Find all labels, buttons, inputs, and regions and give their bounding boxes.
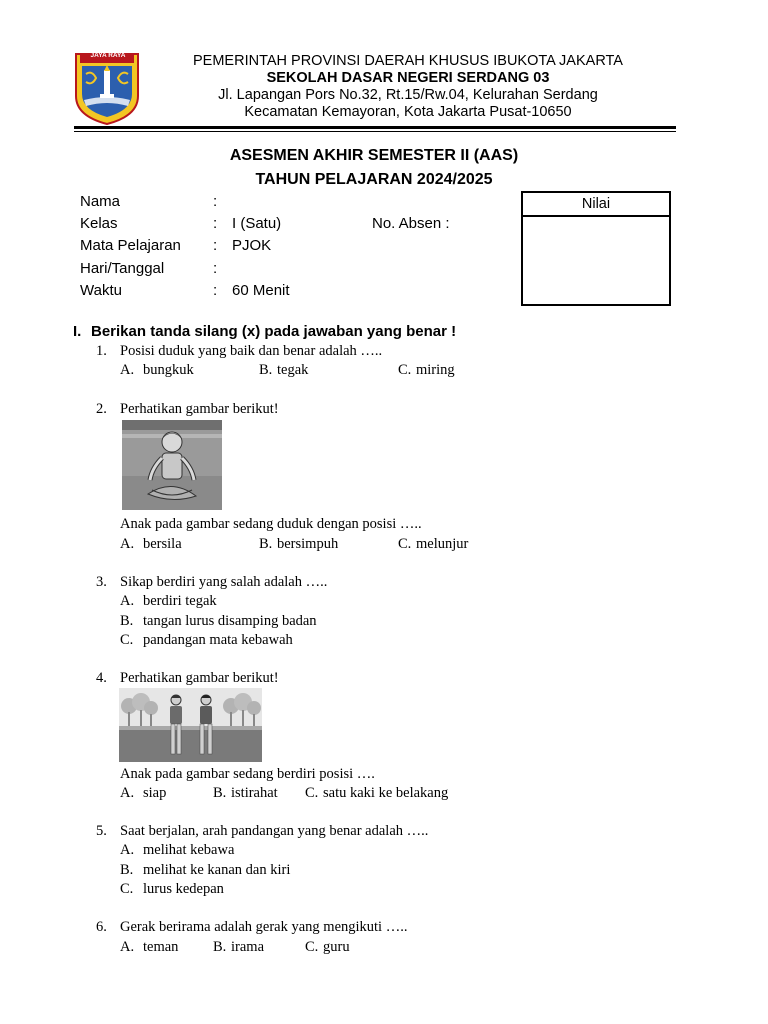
kop-school-name: SEKOLAH DASAR NEGERI SERDANG 03 bbox=[266, 70, 550, 86]
option-text: tegak bbox=[277, 362, 309, 378]
option-text: satu kaki ke belakang bbox=[323, 785, 449, 801]
option-letter: B. bbox=[259, 536, 273, 552]
absen-label: No. Absen : bbox=[372, 215, 450, 232]
section-number: I. bbox=[73, 323, 82, 340]
question-number: 3. bbox=[96, 574, 107, 590]
option-text: istirahat bbox=[231, 785, 278, 801]
exam-title: ASESMEN AKHIR SEMESTER II (AAS) bbox=[229, 147, 519, 164]
option-letter: B. bbox=[120, 613, 134, 629]
option-text: bungkuk bbox=[143, 362, 194, 378]
mapel-label: Mata Pelajaran bbox=[80, 237, 181, 254]
option-letter: A. bbox=[120, 785, 135, 801]
option-letter: C. bbox=[398, 536, 412, 552]
waktu-value: 60 Menit bbox=[232, 282, 290, 299]
option-text: miring bbox=[416, 362, 455, 378]
option-letter: A. bbox=[120, 362, 135, 378]
standing-children-image bbox=[119, 688, 262, 762]
question-number: 2. bbox=[96, 401, 107, 417]
option-letter: B. bbox=[213, 939, 227, 955]
question-text: Sikap berdiri yang salah adalah ….. bbox=[120, 574, 328, 590]
option-letter: C. bbox=[398, 362, 412, 378]
question-number: 6. bbox=[96, 919, 107, 935]
option-text: bersila bbox=[143, 536, 182, 552]
question-number: 5. bbox=[96, 823, 107, 839]
option-text: berdiri tegak bbox=[143, 593, 217, 609]
mapel-value: PJOK bbox=[232, 237, 272, 254]
option-text: guru bbox=[323, 939, 350, 955]
option-letter: A. bbox=[120, 593, 135, 609]
option-text: lurus kedepan bbox=[143, 881, 224, 897]
logo-banner-text: JAYA RAYA bbox=[90, 52, 126, 59]
option-text: tangan lurus disamping badan bbox=[143, 613, 317, 629]
waktu-label: Waktu bbox=[80, 282, 122, 299]
hari-colon: : bbox=[213, 260, 218, 277]
question-text: Posisi duduk yang baik dan benar adalah ….. bbox=[120, 343, 383, 359]
question-caption: Anak pada gambar sedang duduk dengan posisi ….. bbox=[120, 516, 422, 532]
question-number: 4. bbox=[96, 670, 107, 686]
exam-year: TAHUN PELAJARAN 2024/2025 bbox=[255, 171, 493, 188]
option-letter: A. bbox=[120, 939, 135, 955]
question-text: Perhatikan gambar berikut! bbox=[120, 670, 279, 686]
nilai-label: Nilai bbox=[523, 193, 669, 217]
option-text: teman bbox=[143, 939, 179, 955]
question-number: 1. bbox=[96, 343, 107, 359]
kelas-value: I (Satu) bbox=[232, 215, 282, 232]
kop-district: Kecamatan Kemayoran, Kota Jakarta Pusat-10650 bbox=[244, 104, 572, 120]
option-letter: A. bbox=[120, 536, 135, 552]
header-rule-thick bbox=[74, 126, 676, 129]
option-text: irama bbox=[231, 939, 265, 955]
nama-colon: : bbox=[213, 193, 218, 210]
hari-label: Hari/Tanggal bbox=[80, 260, 165, 277]
kelas-colon: : bbox=[213, 215, 218, 232]
kop-government: PEMERINTAH PROVINSI DAERAH KHUSUS IBUKOTA JAKARTA bbox=[193, 53, 623, 69]
option-letter: B. bbox=[213, 785, 227, 801]
mapel-colon: : bbox=[213, 237, 218, 254]
question-caption: Anak pada gambar sedang berdiri posisi …. bbox=[120, 766, 375, 782]
question-text: Perhatikan gambar berikut! bbox=[120, 401, 279, 417]
sitting-child-image bbox=[122, 420, 222, 510]
option-text: pandangan mata kebawah bbox=[143, 632, 293, 648]
option-letter: C. bbox=[305, 939, 319, 955]
nilai-score-box bbox=[521, 191, 671, 306]
option-letter: B. bbox=[120, 862, 134, 878]
kelas-label: Kelas bbox=[80, 215, 118, 232]
option-letter: B. bbox=[259, 362, 273, 378]
option-text: siap bbox=[143, 785, 167, 801]
option-letter: C. bbox=[120, 881, 134, 897]
waktu-colon: : bbox=[213, 282, 218, 299]
option-letter: C. bbox=[120, 632, 134, 648]
section-instruction: Berikan tanda silang (x) pada jawaban yang benar ! bbox=[91, 323, 457, 340]
nama-label: Nama bbox=[80, 193, 121, 210]
question-text: Saat berjalan, arah pandangan yang benar adalah ….. bbox=[120, 823, 429, 839]
option-letter: A. bbox=[120, 842, 135, 858]
option-text: bersimpuh bbox=[277, 536, 339, 552]
option-letter: C. bbox=[305, 785, 319, 801]
question-text: Gerak berirama adalah gerak yang mengikuti ….. bbox=[120, 919, 408, 935]
header-rule-thin bbox=[74, 131, 676, 132]
option-text: melunjur bbox=[416, 536, 469, 552]
option-text: melihat ke kanan dan kiri bbox=[143, 862, 291, 878]
option-text: melihat kebawa bbox=[143, 842, 235, 858]
kop-address: Jl. Lapangan Pors No.32, Rt.15/Rw.04, Kelurahan Serdang bbox=[218, 87, 598, 103]
